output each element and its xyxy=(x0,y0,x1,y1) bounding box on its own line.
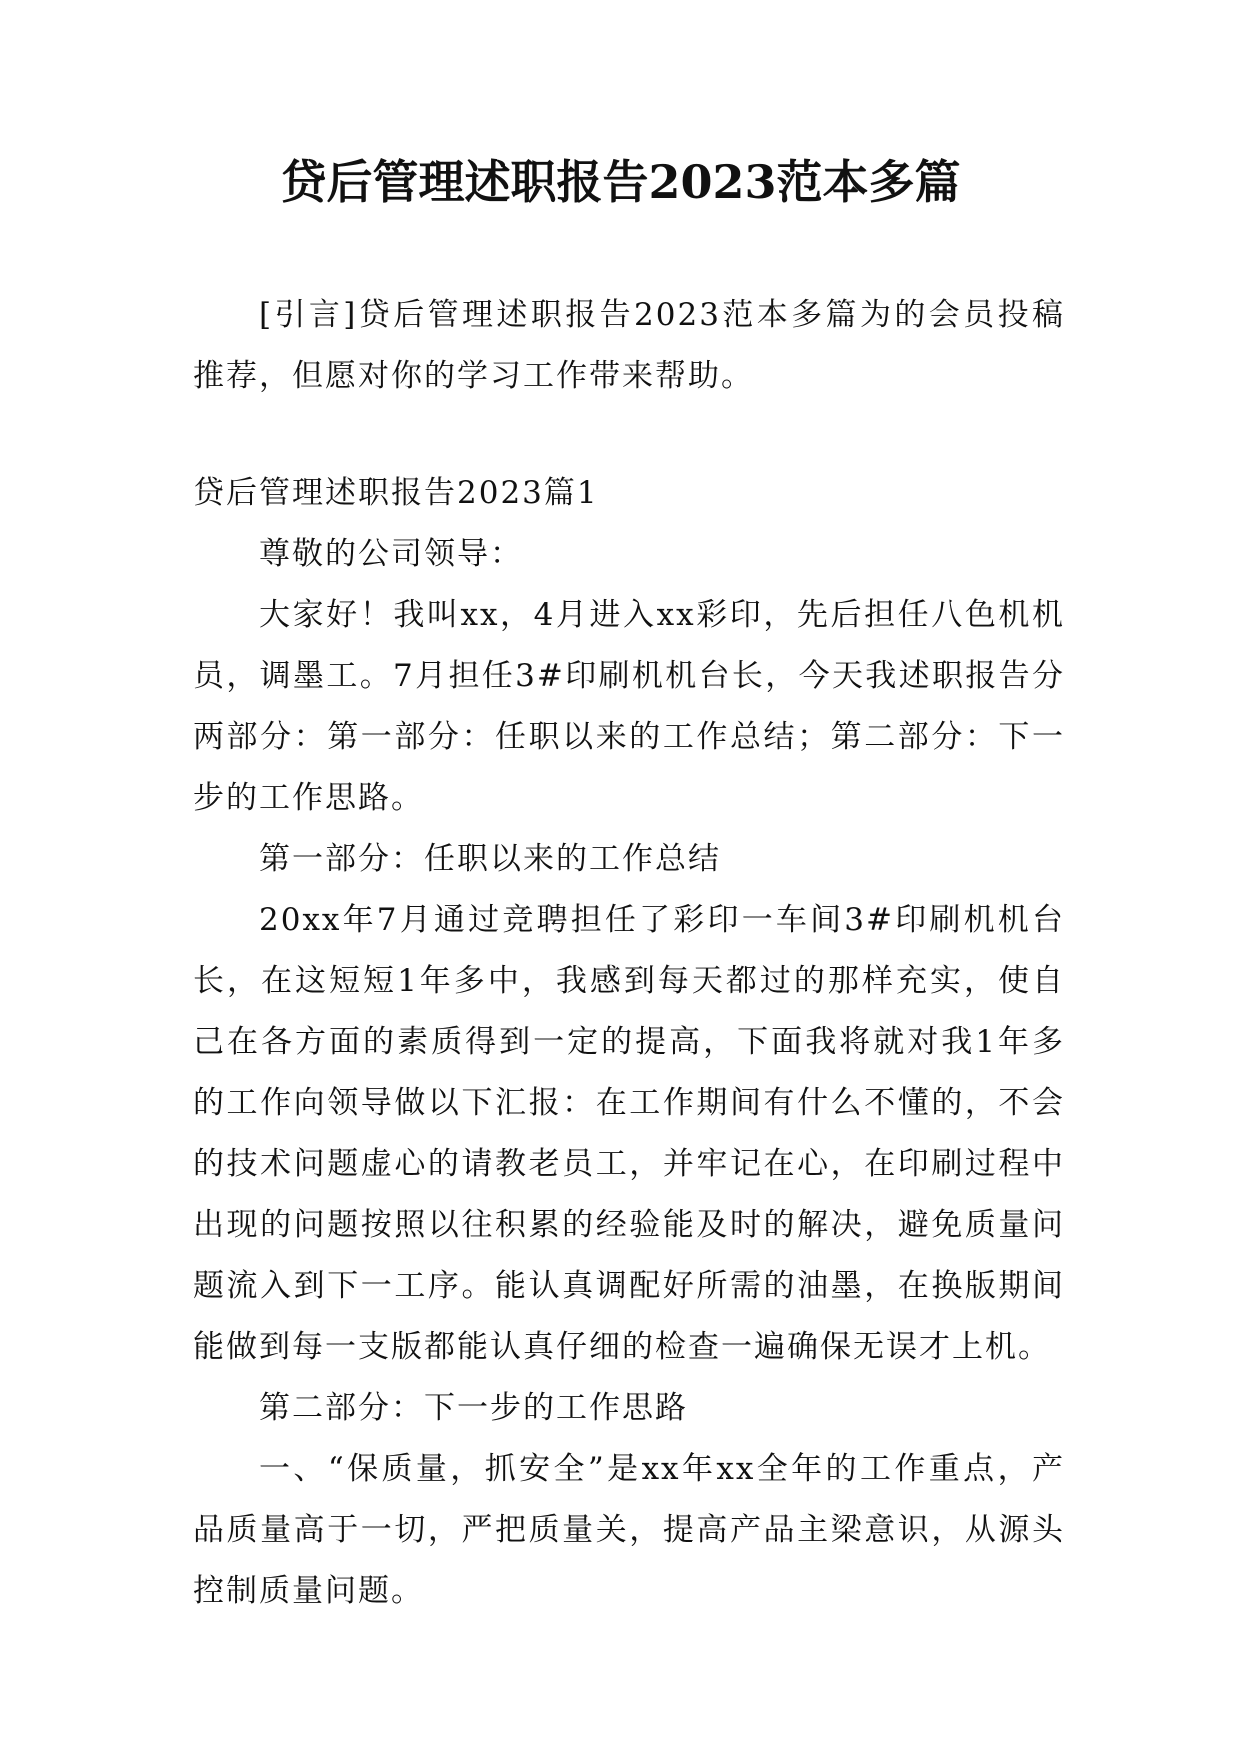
document-title: 贷后管理述职报告2023范本多篇 xyxy=(280,155,961,209)
subheading: 第二部分：下一步的工作思路 xyxy=(259,1390,688,1426)
body-paragraph: 大家好！我叫xx，4月进入xx彩印，先后担任八色机机员，调墨工。7月担任3#印刷机机台长，今天我述职报告分两部分：第一部分：任职以来的工作总结；第二部分：下一步的工作思路。 xyxy=(193,597,1065,816)
section-heading: 贷后管理述职报告2023篇1 xyxy=(193,475,599,511)
body-paragraph: 一、“保质量，抓安全”是xx年xx全年的工作重点，产品质量高于一切，严把质量关，提高产品主梁意识，从源头控制质量问题。 xyxy=(193,1451,1065,1609)
document-body xyxy=(193,285,1065,1622)
body-paragraph: 20xx年7月通过竞聘担任了彩印一车间3#印刷机机台长，在这短短1年多中，我感到每天都过的那样充实，使自己在各方面的素质得到一定的提高，下面我将就对我1年多的工作向领导做以下汇报：在工作期间有什么不懂的，不会的技术问题虚心的请教老员工，并牢记在心，在印刷过程中出现的问题按照以往积累的经验能及时的解决，避免质量问题流入到下一工序。能认真调配好所需的油墨，在换版期间能做到每一支版都能认真仔细的检查一遍确保无误才上机。 xyxy=(193,902,1065,1365)
salutation: 尊敬的公司领导： xyxy=(259,536,523,572)
intro-paragraph: [引言]贷后管理述职报告2023范本多篇为的会员投稿推荐，但愿对你的学习工作带来帮助。 xyxy=(193,297,1065,394)
subheading: 第一部分：任职以来的工作总结 xyxy=(259,841,721,877)
